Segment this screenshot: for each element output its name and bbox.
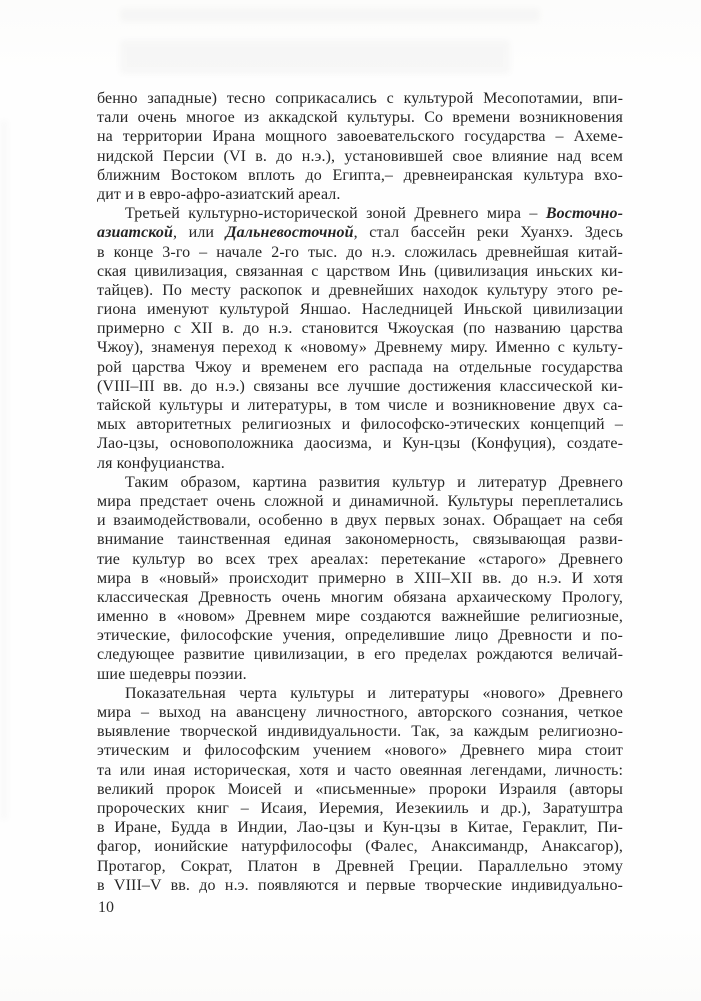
text-line: выявление творческой индивидуальности. Так, за каждым религиозно- bbox=[97, 723, 623, 741]
text-line: азиатской, или Дальневосточной, стал бассейн реки Хуанхэ. Здесь bbox=[97, 224, 623, 242]
text-line: мира в «новый» происходит примерно в XIII–XII вв. до н.э. И хотя bbox=[97, 569, 623, 587]
text-line: тайцев). По месту раскопок и древнейших находок культуру этого ре- bbox=[97, 281, 623, 299]
text-line: Таким образом, картина развития культур и литератур Древнего bbox=[125, 473, 623, 491]
text-line: классическая Древность очень многим обязана архаическому Прологу, bbox=[97, 588, 623, 606]
paragraph bbox=[97, 684, 623, 895]
text-line: гиона именуют культурой Яншао. Наследницей Иньской цивилизации bbox=[97, 301, 623, 319]
text-line: и взаимодействовали, особенно в двух первых зонах. Обращает на себя bbox=[97, 512, 623, 530]
text-line: Протагор, Сократ, Платон в Древней Греции. Параллельно этому bbox=[97, 857, 623, 875]
text-line: ля конфуцианства. bbox=[97, 454, 225, 472]
text-line: мира – выход на авансцену личностного, авторского сознания, четкое bbox=[97, 704, 623, 721]
text-line: шие шедевры поэзии. bbox=[97, 665, 247, 683]
text-line: (VIII–III вв. до н.э.) связаны все лучшие достижения классической ки- bbox=[97, 377, 623, 395]
text-line: ближним Востоком вплоть до Египта,– древнеиранская культура вхо- bbox=[97, 166, 623, 184]
text-line: в конце 3-го – начале 2-го тыс. до н.э. сложилась древнейшая китай- bbox=[97, 243, 623, 261]
text-line: Чжоу), знаменуя переход к «новому» Древнему миру. Именно с культу- bbox=[97, 339, 623, 357]
paragraph bbox=[97, 473, 623, 684]
paragraph bbox=[97, 89, 623, 204]
text-line: тайской культуры и литературы, в том числе и возникновение двух са- bbox=[97, 397, 623, 414]
paragraph bbox=[97, 204, 623, 473]
text-line: та или иная историческая, хотя и часто овеянная легендами, личность: bbox=[97, 761, 623, 779]
text-line: Показательная черта культуры и литературы «нового» Древнего bbox=[125, 684, 623, 702]
text-line: тие культур во всех трех ареалах: перетекание «старого» Древнего bbox=[97, 550, 623, 568]
text-line: великий пророк Моисей и «письменные» пророки Израиля (авторы bbox=[97, 780, 623, 798]
page-text bbox=[97, 89, 623, 895]
text-line: в VIII–V вв. до н.э. появляются и первые творческие индивидуально- bbox=[97, 876, 623, 894]
text-line: Третьей культурно-исторической зоной Древнего мира – Восточно- bbox=[125, 205, 623, 223]
text-line: примерно с XII в. до н.э. становится Чжоуская (по названию царства bbox=[97, 320, 623, 338]
text-line: именно в «новом» Древнем мире создаются важнейшие религиозные, bbox=[97, 608, 623, 626]
scan-bleed-artifact bbox=[120, 40, 510, 74]
scan-bleed-artifact bbox=[120, 8, 540, 22]
text-line: в Иране, Будда в Индии, Лао-цзы и Кун-цзы в Китае, Гераклит, Пи- bbox=[97, 819, 623, 837]
page-number: 10 bbox=[98, 899, 114, 916]
text-line: следующее развитие цивилизации, в его пределах рождаются величай- bbox=[97, 646, 623, 664]
text-line: бенно западные) тесно соприкасались с культурой Месопотамии, впи- bbox=[97, 90, 623, 107]
text-line: Лао-цзы, основоположника даосизма, и Кун-цзы (Конфуция), создате- bbox=[97, 435, 623, 453]
text-line: этическим и философским учением «нового» Древнего мира стоит bbox=[97, 742, 623, 760]
text-line: на территории Ирана мощного завоевательского государства – Ахеме- bbox=[97, 128, 623, 146]
text-line: мых авторитетных религиозных и философско-этических концепций – bbox=[97, 416, 623, 434]
text-line: тали очень многое из аккадской культуры. Со времени возникновения bbox=[97, 109, 623, 127]
text-line: внимание таинственная единая закономерность, связывающая разви- bbox=[97, 531, 623, 549]
text-line: мира предстает очень сложной и динамичной. Культуры переплетались bbox=[97, 492, 623, 510]
text-line: рой царства Чжоу и временем его распада на отдельные государства bbox=[97, 358, 623, 376]
text-line: этические, философские учения, определившие лицо Древности и по- bbox=[97, 627, 623, 645]
text-line: дит и в евро-афро-азиатский ареал. bbox=[97, 185, 341, 203]
text-line: нидской Персии (VI в. до н.э.), установившей свое влияние над всем bbox=[97, 147, 623, 165]
text-line: фагор, ионийские натурфилософы (Фалес, Анаксимандр, Анаксагор), bbox=[97, 838, 623, 856]
text-line: пророческих книг – Исаия, Иеремия, Иезекииль и др.), Заратуштра bbox=[97, 799, 623, 817]
scan-edge-artifact bbox=[0, 120, 8, 820]
text-line: ская цивилизация, связанная с царством Инь (цивилизация иньских ки- bbox=[97, 262, 623, 280]
